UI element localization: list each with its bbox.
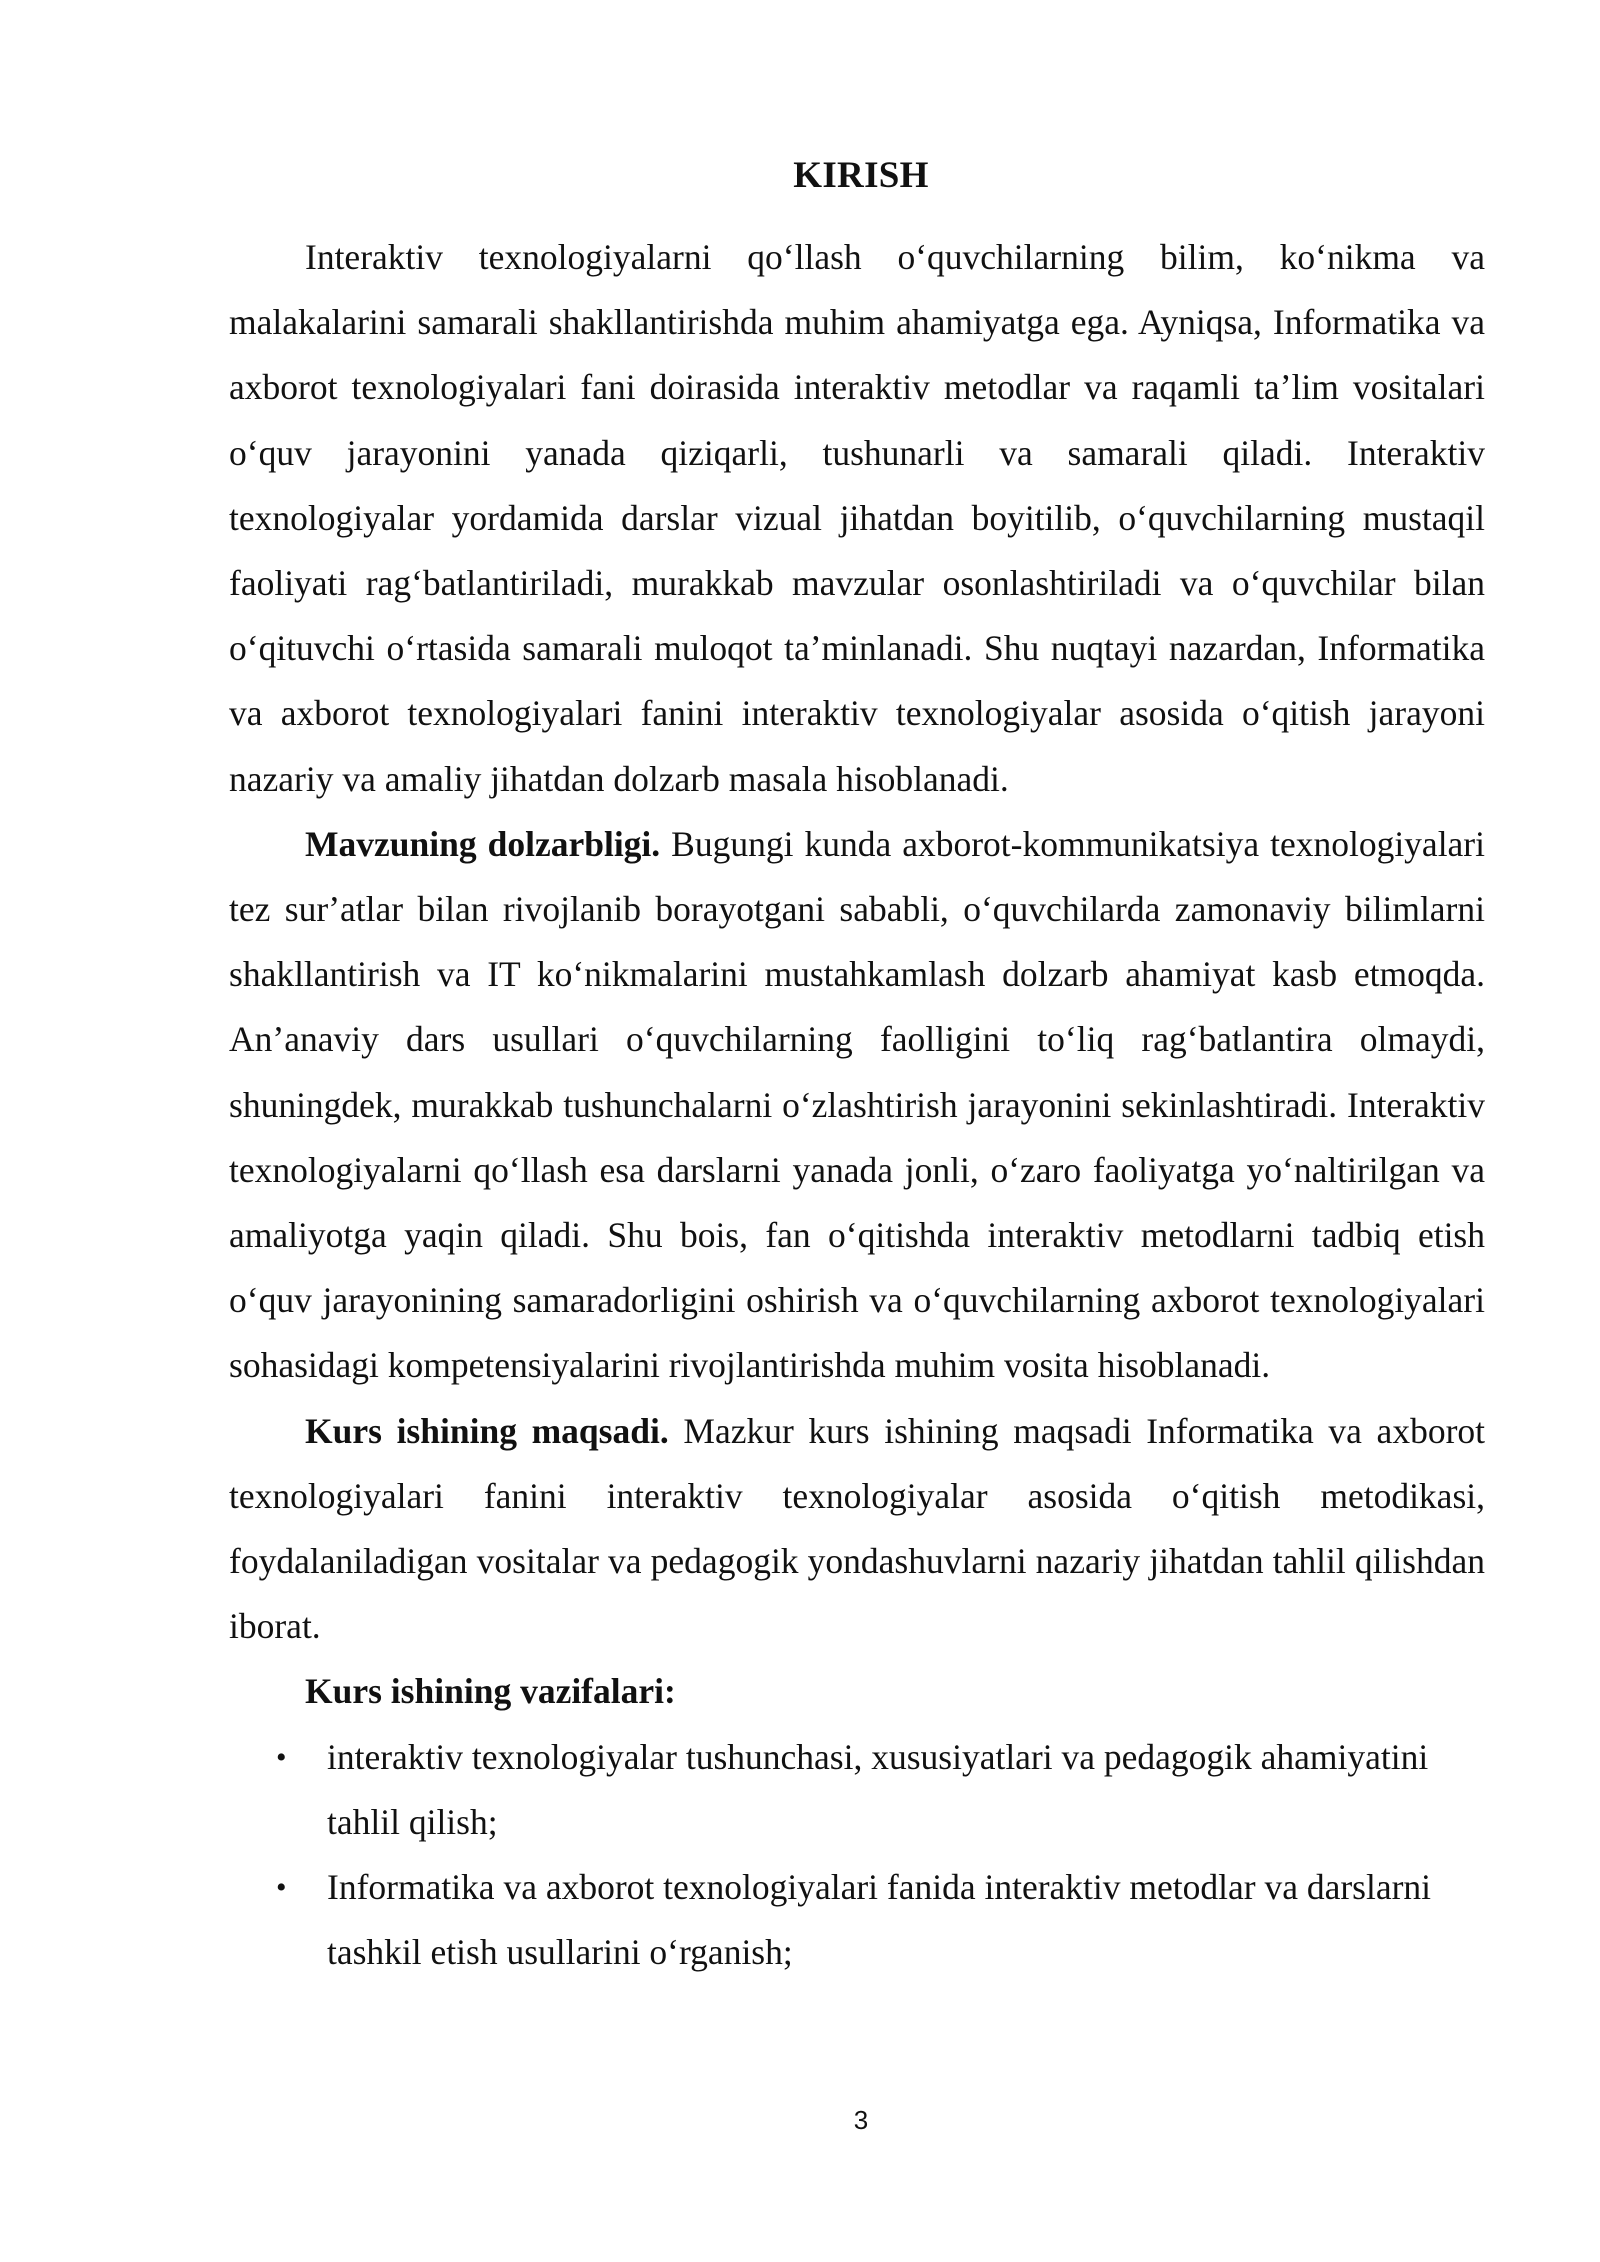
relevance-paragraph — [229, 812, 1485, 1399]
tasks-list — [229, 1725, 1485, 1986]
page-title: KIRISH — [793, 155, 929, 196]
relevance-heading: Mavzuning dolzarbligi. — [305, 823, 661, 864]
task-text: Informatika va axborot texnologiyalari fanida interaktiv metodlar va darslarni tashkil etish usullarini oʻrganish; — [327, 1867, 1432, 1973]
goal-heading: Kurs ishining maqsadi. — [305, 1410, 669, 1451]
goal-text: Mazkur kurs ishining maqsadi Informatika va axborot texnologiyalari fanini interaktiv texnologiyalar asosida oʻqitish metodikasi, foydalaniladigan vositalar va pedagogik yondashuvlarni nazariy jihatdan tahlil qilishdan iborat. — [229, 1410, 1486, 1647]
list-item — [229, 1725, 1497, 1855]
bullet-icon: • — [276, 1740, 287, 1774]
intro-paragraph: Interaktiv texnologiyalarni qoʻllash oʻquvchilarning bilim, koʻnikma va malakalarini samarali shakllantirishda muhim ahamiyatga ega. Ayniqsa, Informatika va axborot texnologiyalari fani doirasida interaktiv metodlar va raqamli taʼlim vositalari oʻquv jarayonini yanada qiziqarli, tushunarli va samarali qiladi. Interaktiv texnologiyalar yordamida darslar vizual jihatdan boyitilib, oʻquvchilarning mustaqil faoliyati ragʻbatlantiriladi, murakkab mavzular osonlashtiriladi va oʻquvchilar bilan oʻqituvchi oʻrtasida samarali muloqot taʼminlanadi. Shu nuqtayi nazardan, Informatika va axborot texnologiyalari fanini interaktiv texnologiyalar asosida oʻqitish jarayoni nazariy va amaliy jihatdan dolzarb masala hisoblanadi. — [229, 237, 1485, 799]
page-number: 3 — [853, 2105, 869, 2135]
bullet-icon: • — [276, 1871, 287, 1905]
document-body — [229, 225, 1485, 1985]
list-item — [229, 1855, 1497, 1985]
tasks-heading: Kurs ishining vazifalari: — [305, 1671, 676, 1712]
goal-paragraph — [229, 1399, 1485, 1660]
relevance-text: Bugungi kunda axborot-kommunikatsiya texnologiyalari tez surʼatlar bilan rivojlanib borayotgani sababli, oʻquvchilarda zamonaviy bilimlarni shakllantirish va IT koʻnikmalarini mustahkamlash dolzarb ahamiyat kasb etmoqda. Anʼanaviy dars usullari oʻquvchilarning faolligini toʻliq ragʻbatlantira olmaydi, shuningdek, murakkab tushunchalarni oʻzlashtirish jarayonini sekinlashtiradi. Interaktiv texnologiyalarni qoʻllash esa darslarni yanada jonli, oʻzaro faoliyatga yoʻnaltirilgan va amaliyotga yaqin qiladi. Shu bois, fan oʻqitishda interaktiv metodlarni tadbiq etish oʻquv jarayonining samaradorligini oshirish va oʻquvchilarning axborot texnologiyalari sohasidagi kompetensiyalarini rivojlantirishda muhim vosita hisoblanadi. — [229, 823, 1485, 1386]
task-text: interaktiv texnologiyalar tushunchasi, xususiyatlari va pedagogik ahamiyatini tahlil qilish; — [327, 1736, 1429, 1842]
